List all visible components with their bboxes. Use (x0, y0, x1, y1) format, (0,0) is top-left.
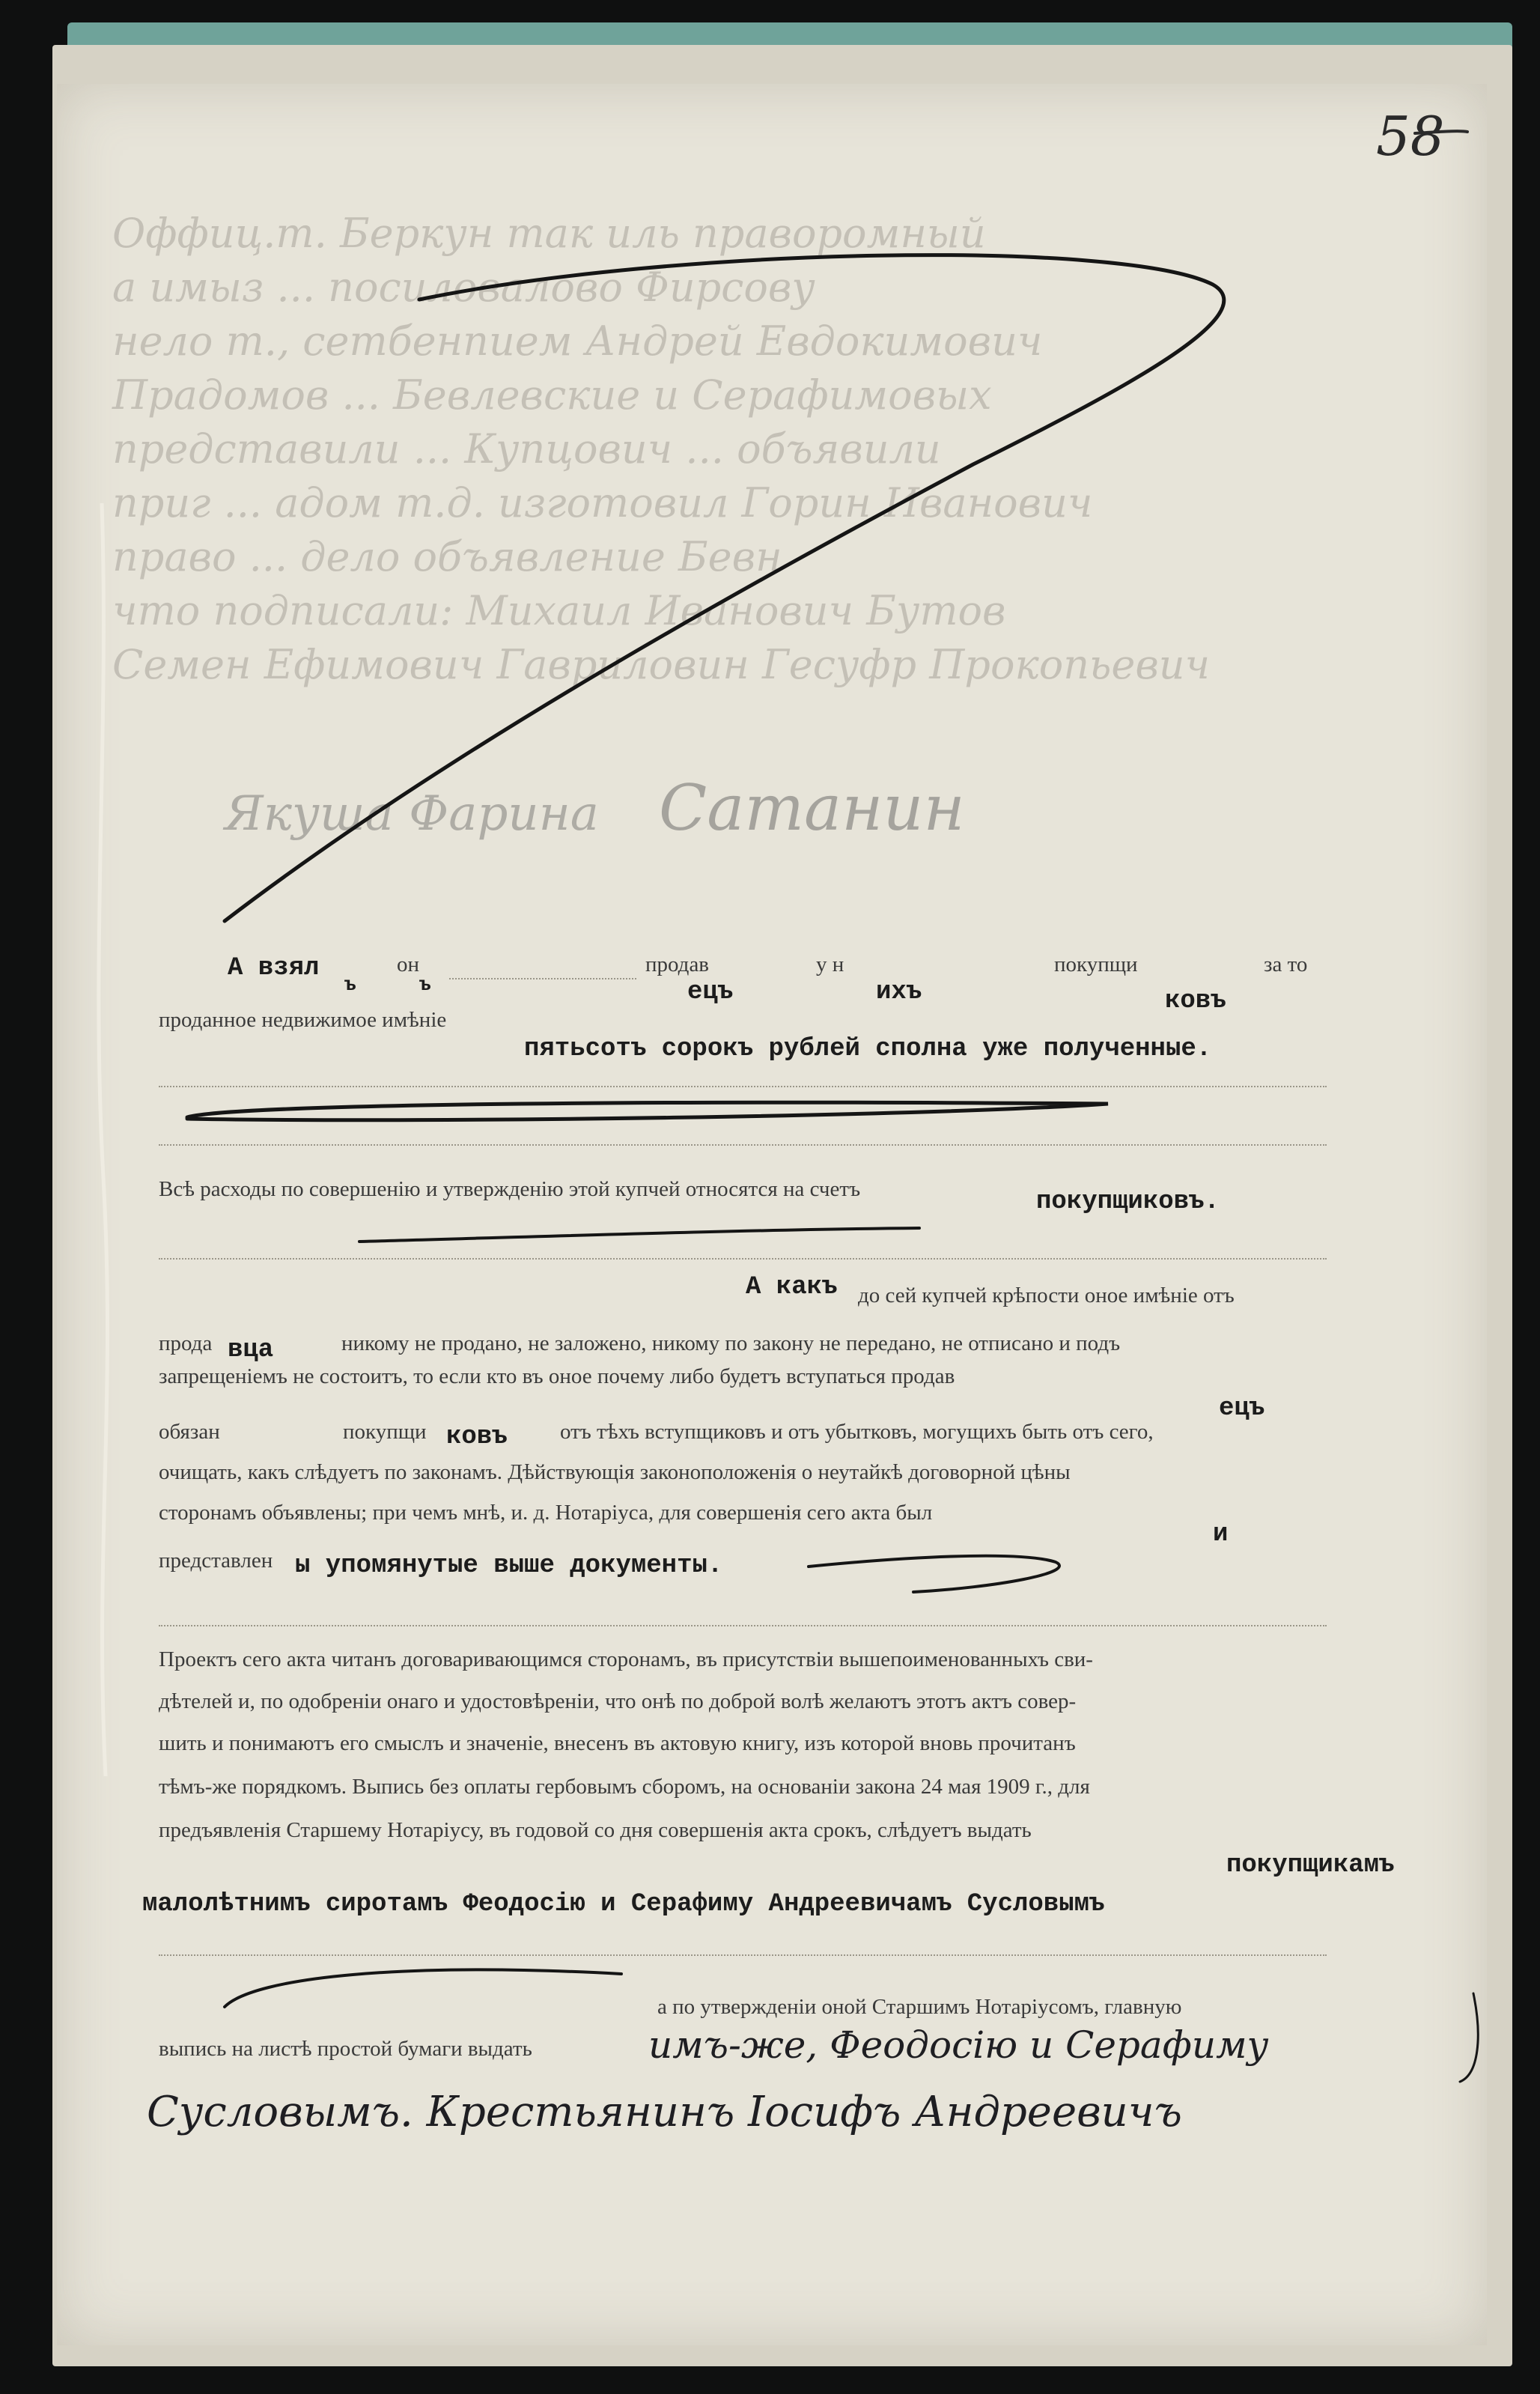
faded-handwritten-section (112, 210, 1348, 861)
faded-line: нело т., сетбенпием Андрей Евдокимович (112, 318, 1043, 365)
typed-text: ихъ (876, 978, 922, 1006)
dotted-line (159, 1144, 1327, 1146)
typed-text: ковъ (446, 1423, 508, 1451)
faded-line: представили ... Купцович ... объявили (112, 425, 941, 473)
faded-signature: Якуша Фарина (225, 786, 599, 842)
form-text: предъявленія Старшему Нотаріусу, въ годовой со дня совершенія акта срокъ, слѣдуетъ выдать (159, 1818, 1032, 1842)
typed-text: и (1213, 1520, 1229, 1549)
typed-text: покупщикамъ (1226, 1851, 1395, 1880)
form-text: Проектъ сего акта читанъ договаривающимся сторонамъ, въ присутствіи вышепоименованныхъ сви- (159, 1647, 1093, 1671)
typed-text: пятьсотъ сорокъ рублей сполна уже полученные. (524, 1035, 1212, 1063)
form-text: шить и понимаютъ его смыслъ и значеніе, внесенъ въ актовую книгу, изъ которой вновь прочитанъ (159, 1731, 1076, 1755)
form-text: тѣмъ-же порядкомъ. Выпись без оплаты гербовымъ сборомъ, на основаніи закона 24 мая 1909 г., для (159, 1775, 1090, 1799)
dotted-line (449, 978, 636, 979)
form-text: у н (816, 953, 844, 976)
form-text: представлен (159, 1549, 273, 1573)
typed-text: А какъ (746, 1273, 838, 1301)
form-text: а по утвержденіи оной Старшимъ Нотаріусомъ, главную (657, 1995, 1182, 2019)
dotted-line (159, 1625, 1327, 1626)
typed-text: ы упомянутые выше документы. (295, 1552, 723, 1580)
form-text: покупщи (343, 1420, 427, 1444)
form-text: покупщи (1054, 953, 1138, 976)
typed-text: А взял (228, 954, 320, 982)
form-text: никому не продано, не заложено, никому по закону не передано, не отписано и подъ (341, 1331, 1121, 1355)
typed-text: ецъ (1219, 1394, 1265, 1423)
form-text: сторонамъ объявлены; при чемъ мнѣ, и. д. Нотаріуса, для совершенія сего акта был (159, 1501, 933, 1525)
faded-line: что подписали: Михаил Иванович Бутов (112, 587, 1006, 634)
form-text: продав (645, 953, 710, 976)
dotted-line (159, 1258, 1327, 1260)
faded-signature: Сатанин (659, 771, 965, 845)
handwritten-text: имъ-же, Феодосію и Серафиму (648, 2023, 1269, 2067)
typed-text: вца (228, 1336, 274, 1364)
dotted-line (159, 1086, 1327, 1087)
form-text: Всѣ расходы по совершенію и утвержденію этой купчей относятся на счетъ (159, 1177, 861, 1201)
form-text: обязан (159, 1420, 220, 1444)
form-text: до сей купчей крѣпости оное имѣніе отъ (858, 1283, 1235, 1307)
form-text: он (397, 953, 420, 976)
form-text: очищать, какъ слѣдуетъ по законамъ. Дѣйствующія законоположенія о неутайкѣ договорной цѣны (159, 1460, 1071, 1484)
form-text: дѣтелей и, по одобреніи онаго и удостовѣреніи, что онѣ по доброй волѣ желаютъ этотъ актъ совер- (159, 1689, 1077, 1713)
faded-line: право ... дело объявление Бевн (112, 533, 782, 580)
faded-line: Прадомов ... Бевлевские и Серафимовых (112, 371, 992, 419)
handwritten-text: Сусловымъ. Крестьянинъ Іосифъ Андреевичъ (147, 2088, 1182, 2136)
typed-text: ковъ (1165, 987, 1226, 1015)
form-text: отъ тѣхъ вступщиковъ и отъ убытковъ, могущихъ быть отъ сего, (560, 1420, 1154, 1444)
typed-text: ецъ (687, 978, 734, 1006)
faded-line: Семен Ефимович Гавриловин Гесуфр Прокопьевич (112, 641, 1211, 688)
form-text: выпись на листѣ простой бумаги выдать (159, 2037, 532, 2061)
typed-text: малолѣтнимъ сиротамъ Феодосію и Серафиму Андреевичамъ Сусловымъ (142, 1890, 1105, 1918)
faded-line: Оффиц.т. Беркун так иль праворомный (112, 210, 986, 257)
form-text: проданное недвижимое имѣніе (159, 1008, 447, 1032)
page-number: 58 (1376, 105, 1445, 168)
faded-line: а имыз ... посиловалово Фирсову (112, 264, 815, 311)
form-text: прода (159, 1331, 213, 1355)
form-text: запрещеніемъ не состоитъ, то если кто въ оное почему либо будетъ вступаться продав (159, 1364, 955, 1388)
faded-line: приг ... адом т.д. изготовил Горин Иванович (112, 479, 1093, 526)
dotted-line (159, 1954, 1327, 1956)
typed-text: покупщиковъ. (1036, 1188, 1220, 1216)
form-text: за то (1264, 953, 1308, 976)
typed-text: ъ (344, 973, 356, 996)
typed-text: ъ (419, 973, 431, 996)
